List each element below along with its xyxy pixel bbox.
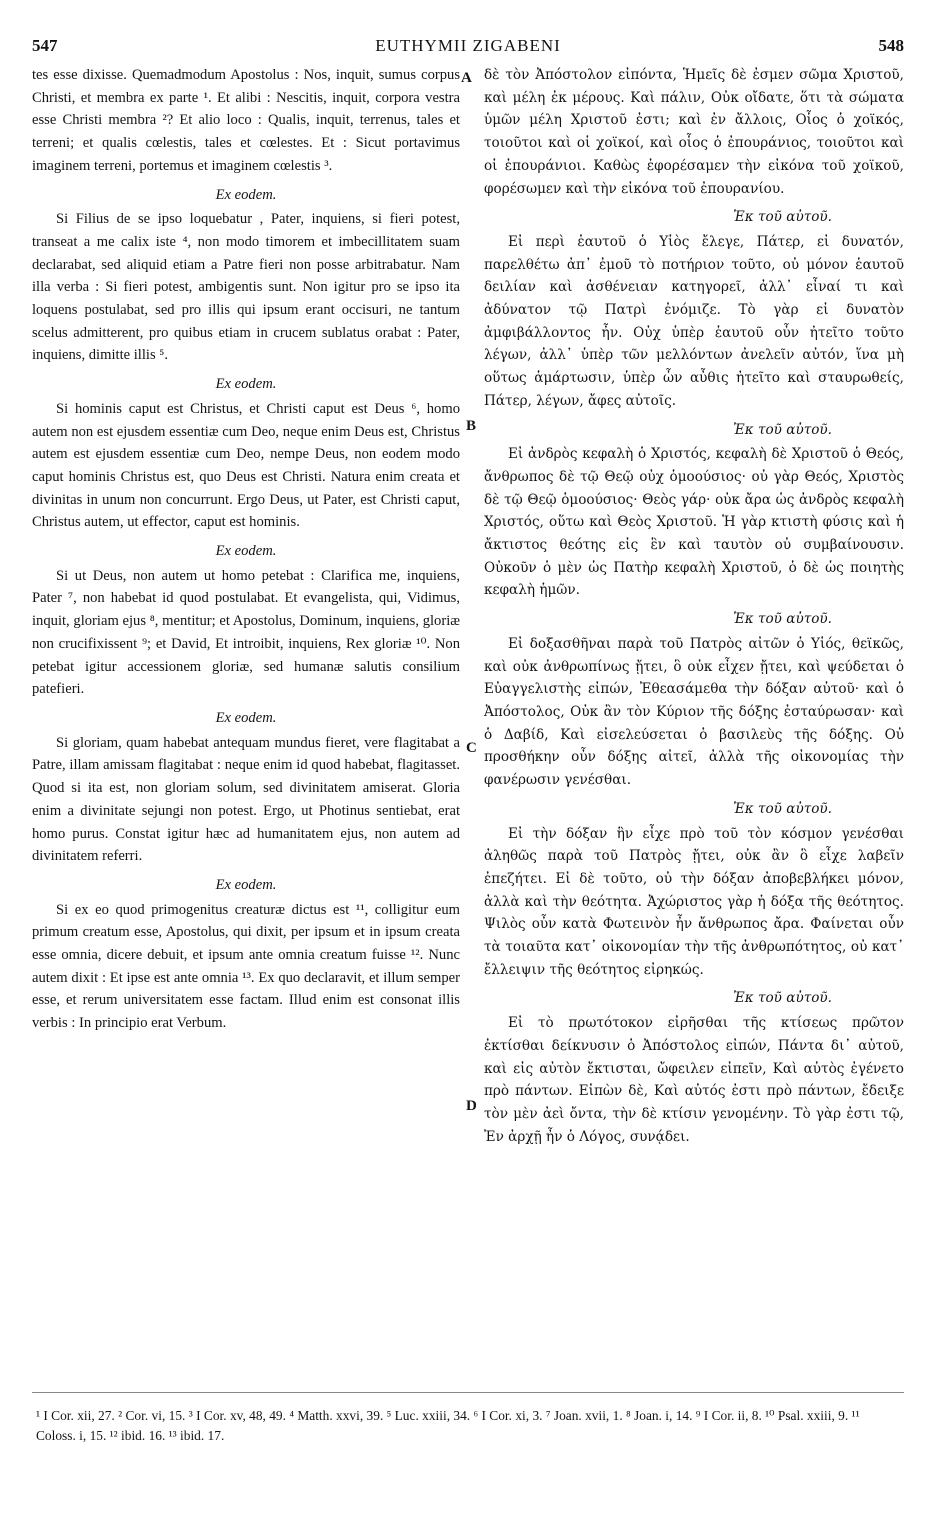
latin-heading-3: Ex eodem. bbox=[215, 543, 277, 560]
margin-mark-a: A bbox=[461, 70, 472, 86]
greek-heading-3: Ἐκ τοῦ αὐτοῦ. bbox=[733, 611, 832, 628]
page-number-left: 547 bbox=[32, 36, 58, 55]
latin-paragraph-1: Si Filius de se ipso loquebatur , Pater, inquiens, si fieri potest, transeat a me calix iste ⁴, non modo timorem et imbecillitatem suam declarabat, sed aliquid etiam a Patre fieri non posse arbitrabatur. Nam illa verba : Si fieri potest, ambigentis sunt. Non igitur pro se ipso ita loquens postulabat, sed pro illis qui ipsum erant occisuri, ne tantum scelus admitterent, pro quibus etiam in crucem sublatus orabat : Pater, inquiens, dimitte illis ⁵. bbox=[32, 211, 460, 364]
greek-heading-5: Ἐκ τοῦ αὐτοῦ. bbox=[733, 990, 832, 1007]
page-number-right: 548 bbox=[878, 36, 904, 55]
greek-intro: δὲ τὸν Ἀπόστολον εἰπόντα, Ἡμεῖς δὲ ἐσμεν σῶμα Χριστοῦ, καὶ μέλη ἐκ μέρους. Καὶ πάλιν, Οὐκ οἴδατε, ὅτι τὰ σώματα ὑμῶν μέλη Χριστοῦ ἐστι; καὶ ἐν ἄλλοις, Οἷος ὁ χοϊκός, τοιοῦτοι καὶ οἱ χοϊκοί, καὶ οἷος ὁ ἐπουράνιος, τοιοῦτοι καὶ οἱ ἐπουράνιοι. Καθὼς ἐφορέσαμεν τὴν εἰκόνα τοῦ χοϊκοῦ, φορέσωμεν καὶ τὴν εἰκόνα τοῦ ἐπουρανίου. bbox=[484, 67, 904, 197]
running-header bbox=[32, 36, 904, 60]
latin-heading-4: Ex eodem. bbox=[215, 709, 277, 726]
running-title: EUTHYMII ZIGABENI bbox=[375, 36, 561, 55]
latin-intro: tes esse dixisse. Quemadmodum Apostolus : Nos, inquit, sumus corpus Christi, et membra ex parte ¹. Et alibi : Nescitis, inquit, corpora vestra esse Christi membra ²? Et alio loco : Qualis, inquit, terrenus, tales et terreni; et qualis cœlestis, tales et cœlestes. Et : Sicut portavimus imaginem terreni, portemus et imaginem cœlestis ³. bbox=[32, 67, 460, 174]
greek-paragraph-5: Εἰ τὸ πρωτότοκον εἰρῆσθαι τῆς κτίσεως πρῶτον ἐκτίσθαι δείκνυσιν ὁ Ἀπόστολος εἰπών, Πάντα δι᾽ αὐτοῦ, καὶ εἰς αὐτὸν ἔκτισται, ὤφειλεν εἰπεῖν, Καὶ αὐτὸς ἐγένετο πρὸ πάντων. Εἰπὼν δὲ, Καὶ αὐτός ἐστι πρὸ πάντων, ἔδειξε τὸν μὲν ἀεὶ ὄντα, τὴν δὲ κτίσιν γενομένην. Τὸ γὰρ ἐστι τῷ, Ἐν ἀρχῇ ἦν ὁ Λόγος, συνᾴδει. bbox=[484, 1015, 904, 1145]
greek-heading-2: Ἐκ τοῦ αὐτοῦ. bbox=[733, 421, 832, 438]
greek-column bbox=[484, 64, 904, 1148]
latin-paragraph-4: Si gloriam, quam habebat antequam mundus fieret, vere flagitabat a Patre, illam amissam flagitabat : neque enim id quod habebat, flagitasset. Quod si ita est, non gloriam solum, sed divinitatem amiserat. Gloria enim a divinitate sejungi non potest. Ergo, ut Photinus sentiebat, erat homo purus. Constat igitur hæc ad humanitatem ejus, non autem ad divinitatem referri. bbox=[32, 734, 460, 865]
margin-mark-c: C bbox=[466, 740, 477, 756]
latin-column bbox=[32, 64, 460, 1035]
greek-paragraph-2: Εἰ ἀνδρὸς κεφαλὴ ὁ Χριστός, κεφαλὴ δὲ Χριστοῦ ὁ Θεός, ἄνθρωπος δὲ τῷ Θεῷ οὐχ ὁμοούσιος· οὐ γὰρ Θεός, Χριστὸς δὲ τῷ Θεῷ ὁμοούσιος· Θεὸς γάρ· οὐκ ἄρα ὡς ἀνδρὸς κεφαλὴ Χριστός, οὕτω καὶ Θεὸς Χριστοῦ. Ἡ γὰρ κτιστὴ φύσις καὶ ἡ ἄκτιστος θεότης εἰς ἓν καὶ ταυτὸν οὐ συμβαίνουσιν. Οὐκοῦν ὁ μὲν ὡς Πατὴρ κεφαλὴ Χριστοῦ, ὁ δὲ ὡς ποιητὴς κεφαλὴ ἡμῶν. bbox=[484, 446, 904, 599]
greek-heading-1: Ἐκ τοῦ αὐτοῦ. bbox=[733, 209, 832, 226]
latin-heading-1: Ex eodem. bbox=[215, 186, 277, 203]
latin-paragraph-5: Si ex eo quod primogenitus creaturæ dictus est ¹¹, colligitur eum primum creatum esse, Apostolus, qui dixit, per ipsum et in ipsum creata esse omnia, dicere debuit, et ipsum ante omnia creatum fuisse ¹². Nunc autem dixit : Et ipse est ante omnia ¹³. Ex quo declaravit, et illum semper esse, et rerum universitatem esse factam. Illud enim est consonat illis verbis : In principio erat Verbum. bbox=[32, 901, 460, 1032]
latin-heading-5: Ex eodem. bbox=[215, 876, 277, 893]
greek-paragraph-4: Εἰ τὴν δόξαν ἣν εἶχε πρὸ τοῦ τὸν κόσμον γενέσθαι ἀληθῶς παρὰ τοῦ Πατρὸς ᾔτει, οὐκ ἂν ὃ εἶχε λαβεῖν ἐπεζήτει. Εἰ δὲ τοῦτο, οὐ τὴν δόξαν ἀποβεβλήκει μόνον, ἀλλὰ καὶ τὴν θεότητα. Ἀχώριστος γὰρ ἡ δόξα τῆς θεότητος. Ψιλὸς οὖν κατὰ Φωτεινὸν ἦν ἄνθρωπος ἄρα. Φαίνεται οὖν τὰ τοιαῦτα κατ᾽ οἰκονομίαν τὴν τῆς ἀνθρωπότητος, οὐ κατ᾽ ἔλλειψιν τῆς θεότητος εἰρηκώς. bbox=[484, 825, 904, 978]
latin-paragraph-2: Si hominis caput est Christus, et Christi caput est Deus ⁶, homo autem non est ejusdem essentiæ cum Deo, neque enim Deus est, Christus autem est ejusdem essentiæ cum Deo, nempe Deus, non eodem modo caput hominis Christus est, quo Deus est Christi. Natura enim creata et divinitas in unum non concurrunt. Ergo Deus, ut Pater, est Christi caput, Christus autem, ut effector, caput est hominis. bbox=[32, 400, 460, 531]
greek-paragraph-1: Εἰ περὶ ἑαυτοῦ ὁ Υἱὸς ἔλεγε, Πάτερ, εἰ δυνατόν, παρελθέτω ἀπ᾽ ἐμοῦ τὸ ποτήριον τοῦτο, οὐ μόνον ἑαυτοῦ δειλίαν καὶ ἀσθένειαν κατηγορεῖ, ἀλλ᾽ εἶναί τι καὶ ἀδύνατον τῷ Πατρὶ ἐνόμιζε. Τὸ γὰρ εἰ δυνατὸν ἀμφιβάλλοντος ἦν. Οὐχ ὑπὲρ ἑαυτοῦ οὖν ἠτεῖτο τοῦτο λέγων, ἀλλ᾽ ὑπὲρ τῶν μελλόντων ἀνελεῖν αὐτόν, ἵνα μὴ οὕτως ἁμάρτωσιν, ὑπὲρ ὧν αὖθις ἠτεῖτο καὶ σταυρωθείς, Πάτερ, λέγων, ἄφες αὐτοῖς. bbox=[484, 233, 904, 409]
footnote-divider bbox=[32, 1392, 904, 1393]
latin-heading-2: Ex eodem. bbox=[215, 376, 277, 393]
greek-paragraph-3: Εἰ δοξασθῆναι παρὰ τοῦ Πατρὸς αἰτῶν ὁ Υἱός, θεϊκῶς, καὶ οὐκ ἀνθρωπίνως ᾔτει, ὃ οὐκ εἶχεν ᾔτει, καὶ ψεύδεται ὁ Εὐαγγελιστὴς εἰπών, Ἐθεασάμεθα τὴν δόξαν αὐτοῦ· καὶ ὁ Ἀπόστολος, Οὐκ ἂν τὸν Κύριον τῆς δόξης ἐσταύρωσαν· καὶ ὁ Δαβίδ, Καὶ εἰσελεύσεται ὁ βασιλεὺς τῆς δόξης. Οὐ προσθήκην οὖν δόξης αἰτεῖ, ἀλλὰ τῆς οἰκονομίας τὴν φανέρωσιν γενέσθαι. bbox=[484, 635, 904, 789]
footnotes: ¹ I Cor. xii, 27. ² Cor. vi, 15. ³ I Cor. xv, 48, 49. ⁴ Matth. xxvi, 39. ⁵ Luc. xxiii, 34. ⁶ I Cor. xi, 3. ⁷ Joan. xvii, 1. ⁸ Joan. i, 14. ⁹ I Cor. ii, 8. ¹⁰ Psal. xxiii, 9. ¹¹ Coloss. i, 15. ¹² ibid. 16. ¹³ ibid. 17. bbox=[36, 1408, 860, 1443]
latin-paragraph-3: Si ut Deus, non autem ut homo petebat : Clarifica me, inquiens, Pater ⁷, non habebat id quod postulabat. Et evangelista, qui, Vidimus, inquit, gloriam ejus ⁸, mentitur; et Apostolus, Dominum, inquiens, gloriæ non crucifixissent ⁹; et David, Et introibit, inquiens, Rex gloriæ ¹⁰. Non petebat igitur accessionem gloriæ, sed humanæ salutis consilium patefieri. bbox=[32, 567, 460, 698]
margin-mark-b: B bbox=[466, 418, 477, 434]
margin-mark-d: D bbox=[466, 1098, 477, 1114]
greek-heading-4: Ἐκ τοῦ αὐτοῦ. bbox=[733, 800, 832, 817]
